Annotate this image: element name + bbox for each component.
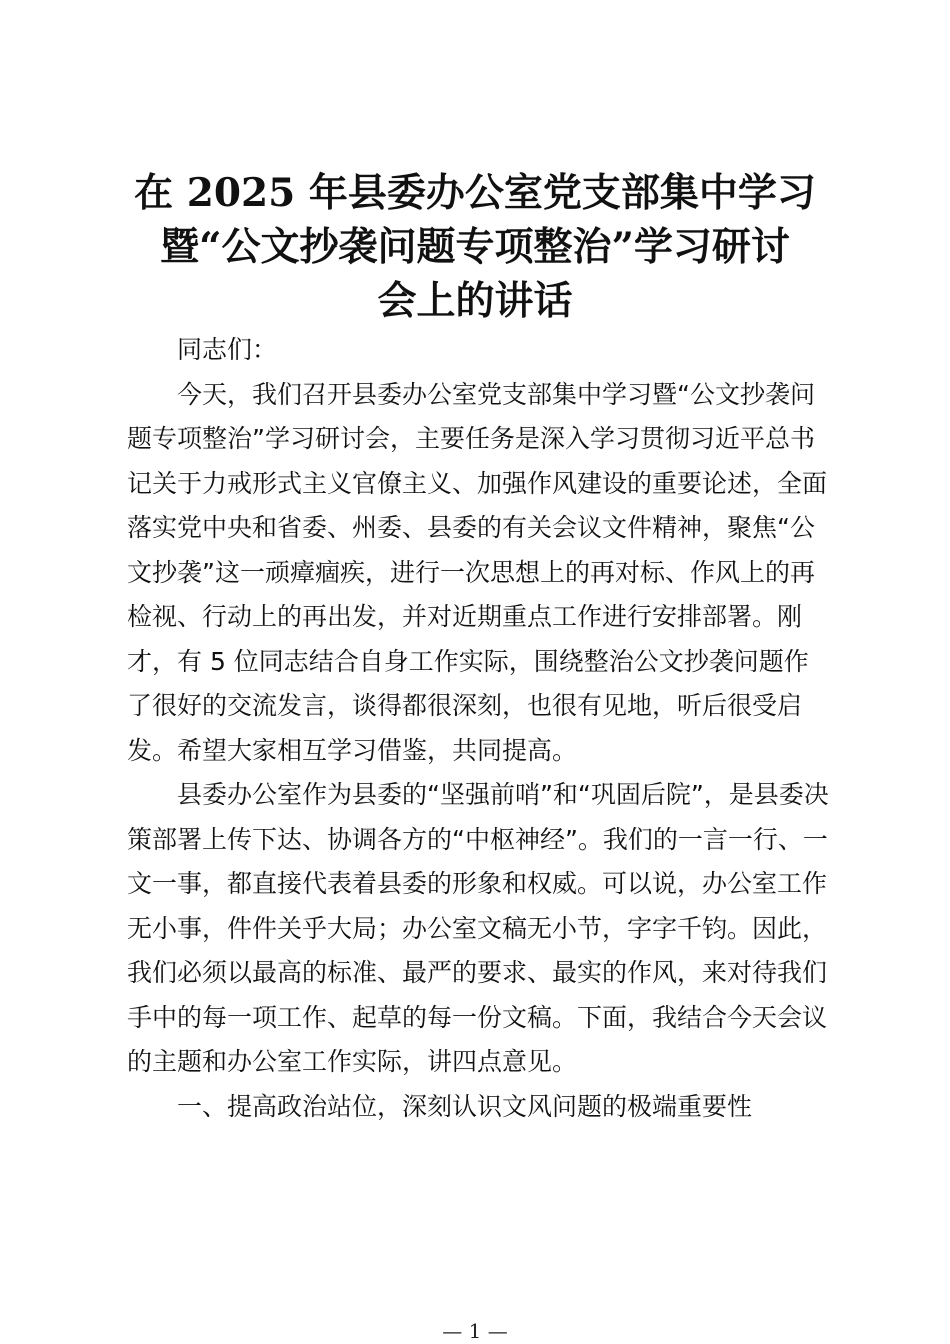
title-line-1: 在 2025 年县委办公室党支部集中学习 (134, 170, 816, 216)
salutation: 同志们： (177, 335, 278, 364)
document-body (127, 328, 832, 1129)
document-title (112, 166, 838, 328)
section-heading: 一、提高政治站位，深刻认识文风问题的极端重要性 (177, 1091, 753, 1121)
paragraph-2: 县委办公室作为县委的“坚强前哨”和“巩固后院”，是县委决策部署上传下达、协调各方的“中枢神经”。我们的一言一行、一文一事，都直接代表着县委的形象和权威。可以说，办公室工作无小事，件件关乎大局；办公室文稿无小节，字字千钧。因此，我们必须以最高的标准、最严的要求、最实的作风，来对待我们手中的每一项工作、起草的每一份文稿。下面，我结合今天会议的主题和办公室工作实际，讲四点意见。 (127, 780, 829, 1076)
page-number: — 1 — (442, 1319, 508, 1343)
title-line-2: 暨“公文抄袭问题专项整治”学习研讨 (160, 224, 790, 270)
paragraph-1: 今天，我们召开县委办公室党支部集中学习暨“公文抄袭问题专项整治”学习研讨会，主要任务是深入学习贯彻习近平总书记关于力戒形式主义官僚主义、加强作风建设的重要论述，全面落实党中央和省委、州委、县委的有关会议文件精神，聚焦“公文抄袭”这一顽瘴痼疾，进行一次思想上的再对标、作风上的再检视、行动上的再出发，并对近期重点工作进行安排部署。刚才，有 5 位同志结合自身工作实际，围绕整治公文抄袭问题作了很好的交流发言，谈得都很深刻，也很有见地，听后很受启发。希望大家相互学习借鉴，共同提高。 (127, 379, 828, 765)
title-line-3: 会上的讲话 (377, 278, 573, 324)
